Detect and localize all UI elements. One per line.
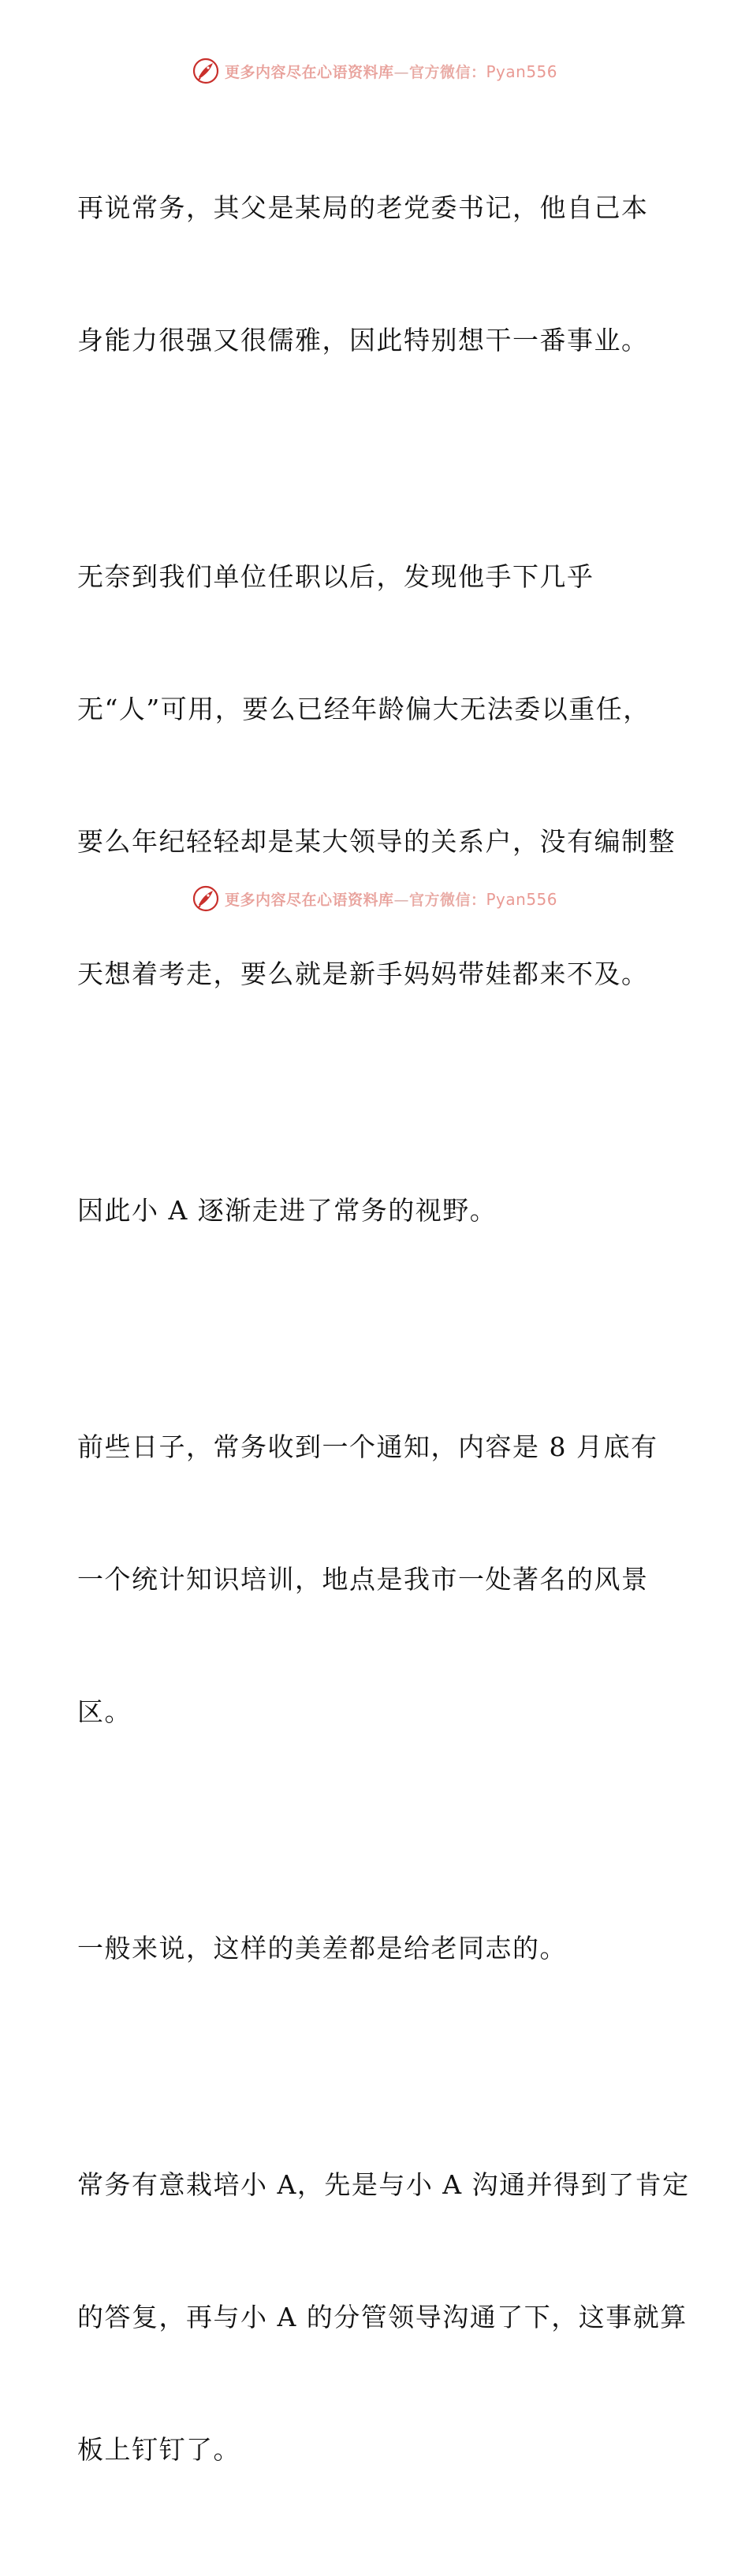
wechat-label: 官方微信： — [408, 63, 486, 81]
text-line: 无奈到我们单位任职以后，发现他手下几乎 — [77, 561, 594, 592]
text-line: 区。 — [77, 1696, 132, 1727]
text-line: 板上钉钉了。 — [77, 2434, 240, 2465]
text-line: 天想着考走，要么就是新手妈妈带娃都来不及。 — [77, 959, 649, 989]
brand-dash: — — [393, 63, 409, 81]
text-line: 常务有意栽培小 A，先是与小 A 沟通并得到了肯定 — [77, 2169, 690, 2200]
text-line: 再说常务，其父是某局的老党委书记，他自己本 — [77, 192, 649, 223]
pen-nib-logo-icon — [192, 884, 220, 913]
text-line: 一个统计知识培训，地点是我市一处著名的风景 — [77, 1564, 649, 1595]
paragraph — [77, 1100, 676, 1321]
pen-nib-logo-icon — [192, 57, 220, 85]
header-watermark — [0, 57, 749, 85]
text-line: 身能力很强又很儒雅，因此特别想干一番事业。 — [77, 325, 649, 356]
wechat-id: Pyan556 — [486, 889, 558, 909]
brand-text: 更多内容尽在心语资料库 — [224, 63, 394, 81]
text-line: 前些日子，常务收到一个通知，内容是 8 月底有 — [77, 1431, 658, 1462]
paragraph — [77, 1337, 676, 1822]
document-body — [77, 98, 690, 2576]
text-line: 因此小 A 逐渐走进了常务的视野。 — [77, 1195, 497, 1226]
paragraph — [77, 2075, 690, 2560]
brand-text: 更多内容尽在心语资料库 — [224, 891, 394, 909]
wechat-id: Pyan556 — [486, 61, 558, 81]
wechat-label: 官方微信： — [408, 891, 486, 909]
text-line: 要么年纪轻轻却是某大领导的关系户，没有编制整 — [77, 826, 676, 857]
paragraph — [77, 98, 676, 451]
paragraph — [77, 467, 676, 1085]
text-line: 无“人”可用，要么已经年龄偏大无法委以重任， — [77, 694, 650, 724]
text-line: 一般来说，这样的美差都是给老同志的。 — [77, 1933, 567, 1964]
paragraph — [77, 1838, 676, 2059]
footer-watermark — [0, 884, 749, 913]
brand-dash: — — [393, 891, 409, 909]
text-line: 的答复，再与小 A 的分管领导沟通了下，这事就算 — [77, 2302, 688, 2332]
